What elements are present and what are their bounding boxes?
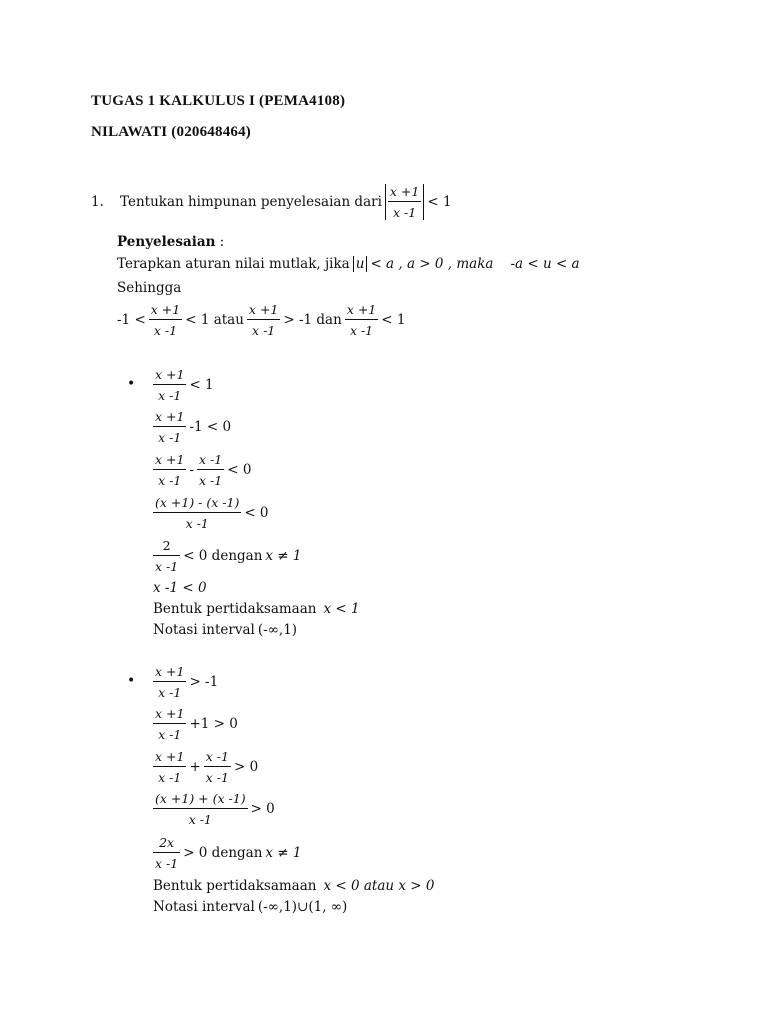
- relation: < 0: [244, 505, 269, 521]
- problem-statement: [91, 184, 452, 220]
- condition: x ≠ 1: [265, 548, 302, 564]
- bentuk-label: Bentuk pertidaksamaan: [153, 878, 317, 894]
- fraction: [153, 367, 186, 403]
- part1-notasi: [153, 622, 297, 638]
- notasi-value: (-∞,1)∪(1, ∞): [257, 899, 348, 915]
- denominator: x -1: [158, 430, 182, 445]
- numerator: x +1: [153, 452, 186, 470]
- rule-line: [117, 256, 580, 272]
- relation: > 0 dengan: [183, 845, 263, 861]
- part1-step6: x -1 < 0: [153, 580, 207, 596]
- fraction: [247, 302, 280, 338]
- denominator: x -1: [252, 323, 276, 338]
- numerator: 2x: [153, 835, 180, 853]
- condition: x ≠ 1: [265, 845, 302, 861]
- part1-step1: [153, 367, 214, 403]
- denominator: x -1: [153, 323, 178, 338]
- denominator: x -1: [158, 473, 182, 488]
- denominator: x -1: [158, 727, 182, 742]
- author-line: NILAWATI (020648464): [91, 124, 251, 140]
- part2-notasi: [153, 899, 347, 915]
- absolute-value-expression: [385, 184, 424, 220]
- fraction: [153, 452, 186, 488]
- numerator: 2: [153, 538, 180, 556]
- split-right: < 1: [381, 312, 406, 328]
- numerator: (x +1) - (x -1): [153, 495, 241, 513]
- fraction: [149, 302, 182, 338]
- part2-step5: [153, 835, 302, 871]
- problem-number: 1.: [91, 194, 104, 210]
- problem-text: Tentukan himpunan penyelesaian dari: [120, 194, 382, 210]
- numerator: x +1: [153, 367, 186, 385]
- rule-result: -a < u < a: [510, 256, 580, 272]
- part2-step1: [153, 664, 218, 700]
- part1-step3: [153, 452, 251, 488]
- split-mid2: > -1 dan: [283, 312, 342, 328]
- split-inequality: [117, 302, 405, 338]
- numerator: x +1: [153, 706, 186, 724]
- fraction: [204, 749, 231, 785]
- relation: -1 < 0: [189, 419, 232, 435]
- fraction: [153, 791, 248, 827]
- fraction: [153, 495, 241, 531]
- relation: < 0: [227, 462, 252, 478]
- relation: +1 > 0: [189, 716, 238, 732]
- denominator: x -1: [155, 559, 179, 574]
- denominator: x -1: [158, 685, 182, 700]
- part1-bentuk: [153, 601, 360, 617]
- numerator: x -1: [204, 749, 231, 767]
- part1-step4: [153, 495, 269, 531]
- bullet: •: [127, 376, 136, 392]
- part2-step3: [153, 749, 258, 785]
- notasi-label: Notasi interval: [153, 899, 255, 915]
- solution-heading-label: Penyelesaian: [117, 234, 216, 250]
- denominator: x -1: [349, 323, 374, 338]
- operator: -: [189, 462, 195, 478]
- relation: > -1: [189, 674, 219, 690]
- relation: < 1: [189, 377, 214, 393]
- bentuk-value: x < 0 atau x > 0: [323, 878, 435, 894]
- sehingga-label: Sehingga: [117, 280, 182, 296]
- denominator: x -1: [155, 856, 179, 871]
- part2-step4: [153, 791, 275, 827]
- relation: < 0 dengan: [183, 548, 263, 564]
- denominator: x -1: [158, 388, 182, 403]
- fraction: [153, 538, 180, 574]
- denominator: x -1: [158, 770, 182, 785]
- bentuk-label: Bentuk pertidaksamaan: [153, 601, 317, 617]
- numerator: x +1: [388, 184, 421, 202]
- numerator: x +1: [153, 664, 186, 682]
- numerator: x +1: [247, 302, 280, 320]
- fraction: [153, 835, 180, 871]
- relation: < 1: [427, 194, 452, 210]
- fraction: [153, 409, 186, 445]
- solution-heading-colon: :: [215, 234, 225, 250]
- denominator: x -1: [199, 473, 223, 488]
- fraction: [153, 749, 186, 785]
- rule-condition: < a , a > 0 , maka: [370, 256, 494, 272]
- denominator: x -1: [205, 770, 229, 785]
- split-left: -1 <: [117, 312, 146, 328]
- part2-step2: [153, 706, 238, 742]
- numerator: x +1: [149, 302, 182, 320]
- part2-bentuk: [153, 878, 434, 894]
- bentuk-value: x < 1: [323, 601, 360, 617]
- solution-heading: [117, 234, 224, 250]
- denominator: x -1: [188, 812, 212, 827]
- numerator: x +1: [345, 302, 378, 320]
- bullet: •: [127, 673, 136, 689]
- numerator: x -1: [197, 452, 224, 470]
- document-title: TUGAS 1 KALKULUS I (PEMA4108): [91, 93, 346, 109]
- fraction: [153, 706, 186, 742]
- denominator: x -1: [185, 516, 209, 531]
- fraction: [153, 664, 186, 700]
- part1-step5: [153, 538, 302, 574]
- split-mid: < 1 atau: [185, 312, 244, 328]
- denominator: x -1: [393, 205, 417, 220]
- rule-text: Terapkan aturan nilai mutlak, jika: [117, 256, 350, 272]
- operator: +: [189, 759, 201, 775]
- numerator: (x +1) + (x -1): [153, 791, 248, 809]
- fraction: [388, 184, 421, 220]
- fraction: [345, 302, 378, 338]
- fraction: [197, 452, 224, 488]
- part1-step2: [153, 409, 231, 445]
- numerator: x +1: [153, 409, 186, 427]
- relation: > 0: [233, 759, 259, 775]
- notasi-label: Notasi interval: [153, 622, 255, 638]
- abs-u: u: [353, 256, 368, 272]
- notasi-value: (-∞,1): [257, 622, 298, 638]
- numerator: x +1: [153, 749, 186, 767]
- relation: > 0: [250, 801, 275, 817]
